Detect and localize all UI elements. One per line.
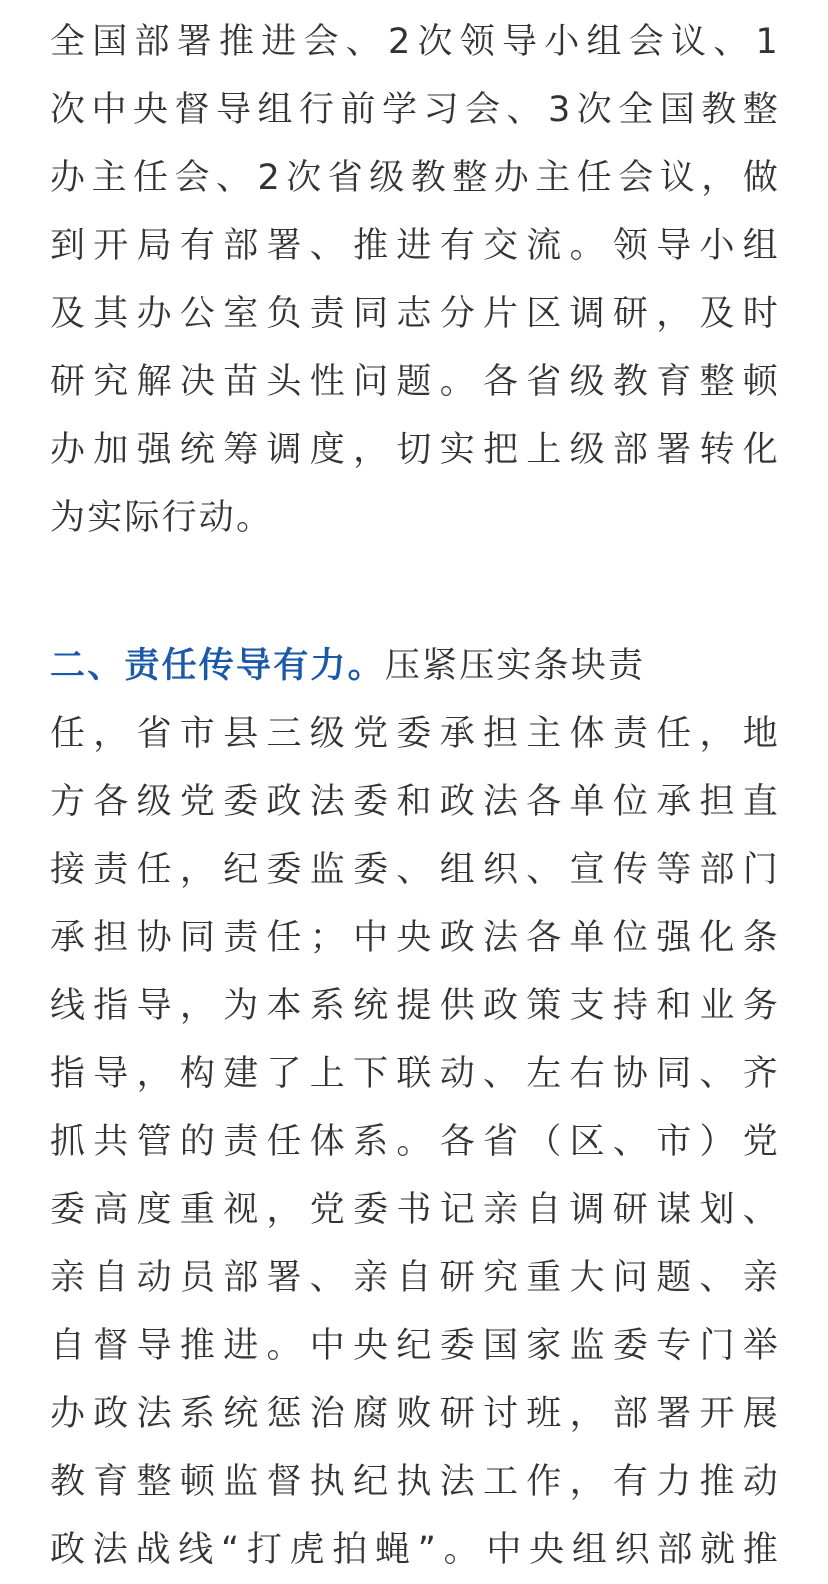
text-line: 线指导，为本系统提供政策支持和业务 [50, 986, 780, 1026]
section-heading: 二、责任传导有力。 [50, 646, 385, 686]
text-line: 委高度重视，党委书记亲自调研谋划、 [50, 1190, 780, 1230]
paragraph-2 [50, 632, 780, 1584]
text-line [50, 632, 780, 700]
text-line: 政法战线“打虎拍蝇”。中央组织部就推 [50, 1530, 780, 1570]
text-line: 接责任，纪委监委、组织、宣传等部门 [50, 850, 780, 890]
article-body [50, 8, 780, 1584]
heading-line-continuation: 压紧压实条块责 [384, 646, 646, 686]
text-line: 及其办公室负责同志分片区调研，及时 [50, 294, 780, 334]
text-line: 全国部署推进会、2次领导小组会议、1 [50, 22, 780, 62]
text-line: 办主任会、2次省级教整办主任会议，做 [50, 158, 780, 198]
text-line: 次中央督导组行前学习会、3次全国教整 [50, 90, 780, 130]
text-line: 办加强统筹调度，切实把上级部署转化 [50, 430, 780, 470]
text-line: 亲自动员部署、亲自研究重大问题、亲 [50, 1258, 780, 1298]
text-line: 到开局有部署、推进有交流。领导小组 [50, 226, 780, 266]
text-line: 办政法系统惩治腐败研讨班，部署开展 [50, 1394, 780, 1434]
text-line: 抓共管的责任体系。各省（区、市）党 [50, 1122, 780, 1162]
paragraph-1 [50, 8, 780, 552]
text-line: 指导，构建了上下联动、左右协同、齐 [50, 1054, 780, 1094]
paragraph-spacer [50, 552, 780, 632]
text-line: 教育整顿监督执纪执法工作，有力推动 [50, 1462, 780, 1502]
text-line: 方各级党委政法委和政法各单位承担直 [50, 782, 780, 822]
text-line: 承担协同责任；中央政法各单位强化条 [50, 918, 780, 958]
text-line: 研究解决苗头性问题。各省级教育整顿 [50, 362, 780, 402]
text-line: 自督导推进。中央纪委国家监委专门举 [50, 1326, 780, 1366]
text-line: 为实际行动。 [50, 498, 274, 538]
text-line: 任，省市县三级党委承担主体责任，地 [50, 714, 780, 754]
